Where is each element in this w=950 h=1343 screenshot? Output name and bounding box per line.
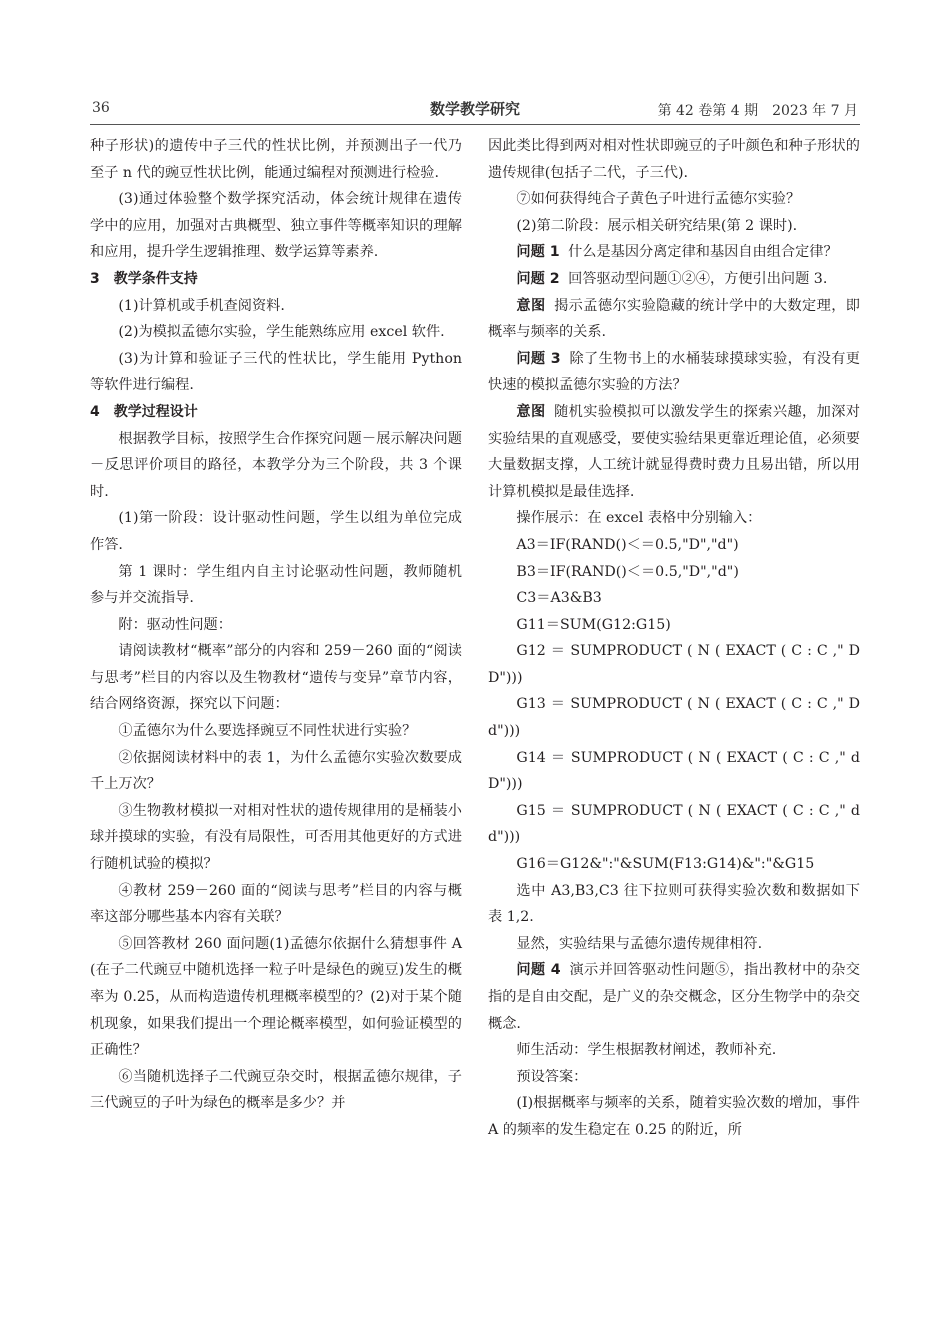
intent-text: 揭示孟德尔实验隐藏的统计学中的大数定理，即概率与频率的关系.: [488, 297, 860, 341]
formula-line: B3＝IF(RAND()＜＝0.5,"D","d"): [516, 563, 739, 580]
question-item: ①孟德尔为什么要选择豌豆不同性状进行实验？: [118, 723, 417, 740]
paragraph: 请阅读教材“概率”部分的内容和 259－260 面的“阅读与思考”栏目的内容以及生物教材“遗传与变异”章节内容，结合网络资源，探究以下问题：: [90, 643, 462, 713]
problem-3: [488, 346, 860, 399]
paragraph: (1)计算机或手机查阅资料.: [118, 297, 285, 314]
formula-line: G16＝G12&":"&SUM(F13:G14)&":"&G15: [516, 856, 815, 873]
formula-line: G14 ＝ SUMPRODUCT ( N ( EXACT ( C : C ," dD"))): [488, 749, 860, 793]
paragraph: 因此类比得到两对相对性状即豌豆的子叶颜色和种子形状的遗传规律(包括子二代，子三代).: [488, 138, 860, 181]
formula-line: A3＝IF(RAND()＜＝0.5,"D","d"): [516, 536, 739, 553]
running-header: [90, 98, 860, 120]
question-item: ⑦如何获得纯合子黄色子叶进行孟德尔实验？: [516, 191, 801, 208]
header-rule: [90, 124, 860, 125]
paragraph: (2)为模拟孟德尔实验，学生能熟练应用 excel 软件.: [118, 324, 445, 341]
section-heading: 4 教学过程设计: [90, 403, 198, 420]
paragraph: (3)为计算和验证子三代的性状比，学生能用 Python 等软件进行编程.: [90, 350, 462, 394]
paragraph: (Ⅰ)根据概率与频率的关系，随着实验次数的增加，事件 A 的频率的发生稳定在 0.25 的附近，所: [488, 1095, 860, 1138]
problem-4: [488, 957, 860, 1037]
paragraph: 预设答案：: [516, 1068, 588, 1085]
paragraph: 师生活动：学生根据教材阐述，教师补充.: [516, 1042, 777, 1059]
paragraph: 操作展示：在 excel 表格中分别输入：: [516, 510, 762, 527]
problem-text: 什么是基因分离定律和基因自由组合定律？: [568, 244, 838, 261]
intent-2: [488, 399, 860, 505]
paragraph: 根据教学目标，按照学生合作探究问题－展示解决问题－反思评价项目的路径，本教学分为三个阶段，共 3 个课时.: [90, 430, 462, 500]
paragraph: 选中 A3,B3,C3 往下拉则可获得实验次数和数据如下表 1,2.: [488, 882, 860, 926]
section-heading: 3 教学条件支持: [90, 270, 198, 287]
formula-line: C3＝A3&B3: [516, 590, 602, 607]
page-number: 36: [92, 100, 110, 116]
problem-label: 问题 3: [516, 350, 561, 367]
formula-line: G11＝SUM(G12:G15): [516, 616, 671, 633]
intent-label: 意图: [516, 403, 546, 420]
problem-text: 除了生物书上的水桶装球摸球实验，有没有更快速的模拟孟德尔实验的方法？: [488, 350, 860, 394]
intent-1: [488, 293, 860, 346]
question-item: ⑥当随机选择子二代豌豆杂交时，根据孟德尔规律，子三代豌豆的子叶为绿色的概率是多少？并: [90, 1068, 462, 1112]
paragraph: (2)第二阶段：展示相关研究结果(第 2 课时).: [516, 217, 798, 234]
intent-text: 随机实验模拟可以激发学生的探索兴趣，加深对实验结果的直观感受，要使实验结果更靠近理论值，必须要大量数据支撑，人工统计就显得费时费力且易出错，所以用计算机模拟是最佳选择.: [488, 403, 860, 500]
paragraph: 显然，实验结果与孟德尔遗传规律相符.: [516, 935, 763, 952]
question-item: ③生物教材模拟一对相对性状的遗传规律用的是桶装小球并摸球的实验，有没有局限性，可否用其他更好的方式进行随机试验的模拟？: [90, 802, 462, 873]
question-item: ④教材 259－260 面的“阅读与思考”栏目的内容与概率这部分哪些基本内容有关联？: [90, 882, 462, 926]
paragraph: 附：驱动性问题：: [118, 616, 232, 633]
formula-line: G13 ＝ SUMPRODUCT ( N ( EXACT ( C : C ," Dd"))): [488, 696, 860, 740]
right-column: [488, 133, 860, 1144]
paragraph: (3)通过体验整个数学探究活动，体会统计规律在遗传学中的应用，加强对古典概型、独立事件等概率知识的理解和应用，提升学生逻辑推理、数学运算等素养.: [90, 191, 462, 261]
journal-title: 数学教学研究: [429, 100, 520, 118]
formula-line: G12 ＝ SUMPRODUCT ( N ( EXACT ( C : C ," DD"))): [488, 643, 860, 686]
formula-line: G15 ＝ SUMPRODUCT ( N ( EXACT ( C : C ," dd"))): [488, 802, 860, 846]
problem-text: 演示并回答驱动性问题⑤，指出教材中的杂交指的是自由交配，是广义的杂交概念，区分生物学中的杂交概念.: [488, 962, 860, 1032]
question-item: ⑤回答教材 260 面问题(1)孟德尔依据什么猜想事件 A(在子二代豌豆中随机选择一粒子叶是绿色的豌豆)发生的概率为 0.25，从而构造遗传机理概率模型的？(2)对于某个随机现象，如果我们提出一个理论概率模型，如何验证模型的正确性？: [90, 935, 462, 1059]
problem-1: [488, 239, 860, 266]
problem-2: [488, 266, 860, 293]
problem-text: 回答驱动型问题①②④，方便引出问题 3.: [568, 270, 828, 287]
issue-info: 第 42 卷第 4 期 2023 年 7 月: [657, 103, 858, 119]
paragraph: 种子形状)的遗传中子三代的性状比例，并预测出子一代乃至子 n 代的豌豆性状比例，能通过编程对预测进行检验.: [90, 138, 462, 181]
problem-label: 问题 2: [516, 270, 560, 287]
paragraph: 第 1 课时：学生组内自主讨论驱动性问题，教师随机参与并交流指导.: [90, 563, 462, 607]
left-column: [90, 133, 462, 1117]
problem-label: 问题 1: [516, 244, 560, 261]
question-item: ②依据阅读材料中的表 1，为什么孟德尔实验次数要成千上万次？: [90, 749, 462, 793]
intent-label: 意图: [516, 297, 546, 314]
paragraph: (1)第一阶段：设计驱动性问题，学生以组为单位完成作答.: [90, 510, 462, 553]
problem-label: 问题 4: [516, 962, 561, 979]
